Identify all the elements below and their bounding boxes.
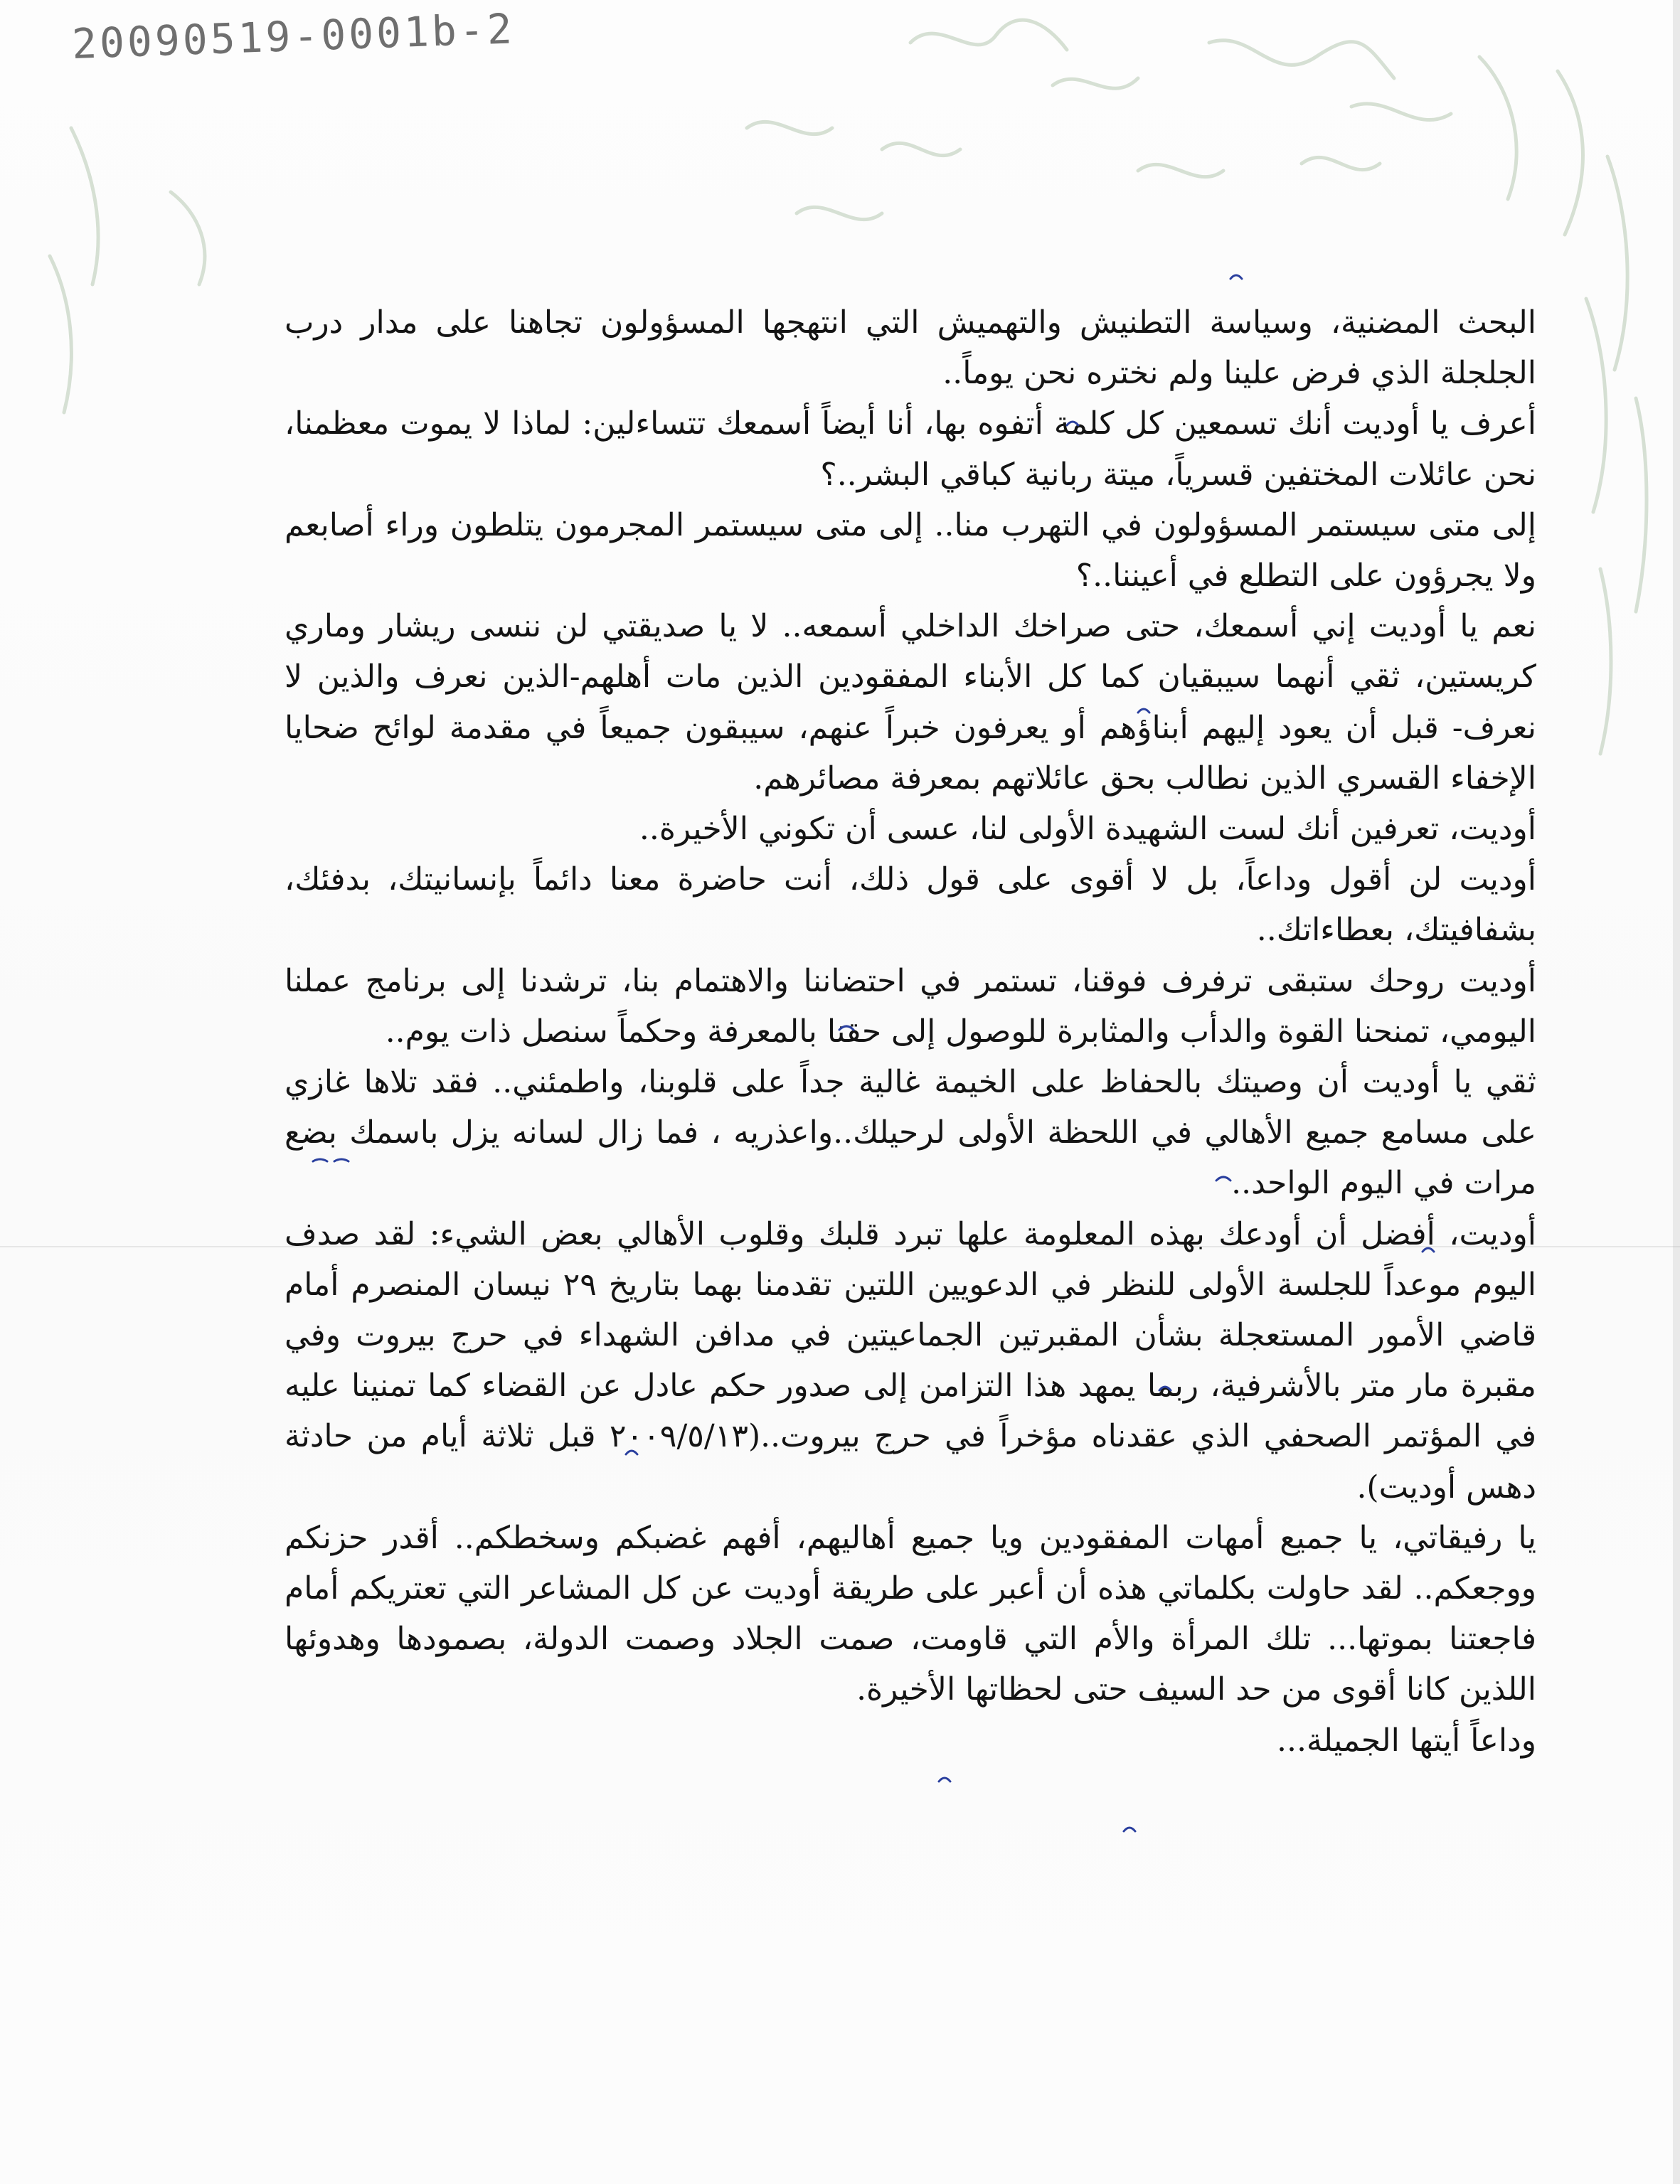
paragraph: أوديت روحك ستبقى ترفرف فوقنا، تستمر في احتضاننا والاهتمام بنا، ترشدنا إلى برنامج عملنا اليومي، تمنحنا القوة والدأب والمثابرة للوصول إلى حقنا بالمعرفة وحكماً سنصل ذات يوم.. [285, 962, 1536, 1050]
paragraph: أعرف يا أوديت أنك تسمعين كل كلمة أتفوه بها، أنا أيضاً أسمعك تتساءلين: لماذا لا يموت معظمنا، نحن عائلات المختفين قسرياً، ميتة ربانية كباقي البشر..؟ [285, 405, 1536, 493]
closing-line: وداعاً أيتها الجميلة... [1277, 1722, 1536, 1759]
paragraph: يا رفيقاتي، يا جميع أمهات المفقودين ويا جميع أهاليهم، أفهم غضبكم وسخطكم.. أقدر حزنكم ووجعكم.. لقد حاولت بكلماتي هذه أن أعبر على طريقة أوديت عن كل المشاعر التي تعتريكم أمام فاجعتنا بموتها... تلك المرأة والأم التي قاومت، صمت الجلاد وصمت الدولة، بصمودها وهدوئها اللذين كانا أقوى من حد السيف حتى لحظاتها الأخيرة. [285, 1519, 1536, 1708]
letter-body [285, 297, 1536, 1766]
paragraph: أوديت لن أقول وداعاً، بل لا أقوى على قول ذلك، أنت حاضرة معنا دائماً بإنسانيتك، بدفئك، بشفافيتك، بعطاءاتك.. [285, 861, 1536, 949]
paragraph: أوديت، تعرفين أنك لست الشهيدة الأولى لنا، عسى أن تكوني الأخيرة.. [639, 811, 1536, 848]
paragraph: البحث المضنية، وسياسة التطنيش والتهميش التي انتهجها المسؤولون تجاهنا على مدار درب الجلجلة الذي فرض علينا ولم نختره نحن يوماً.. [285, 304, 1536, 392]
paragraph: إلى متى سيستمر المسؤولون في التهرب منا.. إلى متى سيستمر المجرمون يتلطون وراء أصابعم ولا يجرؤون على التطلع في أعيننا..؟ [285, 506, 1536, 595]
archive-code: 20090519-0001b-2 [71, 4, 516, 68]
paragraph: ثقي يا أوديت أن وصيتك بالحفاظ على الخيمة غالية جداً على قلوبنا، واطمئني.. فقد تلاها غازي على مسامع جميع الأهالي في اللحظة الأولى لرحيلك..واعذريه ، فما زال لسانه يزل باسمك بضع مرات في اليوم الواحد.. [285, 1064, 1536, 1202]
paragraph: نعم يا أوديت إني أسمعك، حتى صراخك الداخلي أسمعه.. لا يا صديقتي لن ننسى ريشار وماري كريستين، ثقي أنهما سيبقيان كما كل الأبناء المفقودين الذين مات أهلهم-الذين نعرف والذين لا نعرف- قبل أن يعود إليهم أبناؤهم أو يعرفون خبراً عنهم، سيبقون جميعاً في مقدمة لوائح ضحايا الإخفاء القسري الذين نطالب بحق عائلاتهم بمعرفة مصائرهم. [285, 608, 1536, 797]
paragraph: أوديت، أفضل أن أودعك بهذه المعلومة علها تبرد قلبك وقلوب الأهالي بعض الشيء: لقد صدف اليوم موعداً للجلسة الأولى للنظر في الدعويين اللتين تقدمنا بهما بتاريخ ٢٩ نيسان المنصرم أمام قاضي الأمور المستعجلة بشأن المقبرتين الجماعيتين في مدافن الشهداء في حرج بيروت وفي مقبرة مار متر بالأشرفية، ربما يمهد هذا التزامن إلى صدور حكم عادل عن القضاء كما تمنينا عليه في المؤتمر الصحفي الذي عقدناه مؤخراً في حرج بيروت..(٢٠٠٩/٥/١٣ قبل ثلاثة أيام من حادثة دهس أوديت). [285, 1215, 1536, 1506]
page-edge [1673, 0, 1680, 2184]
